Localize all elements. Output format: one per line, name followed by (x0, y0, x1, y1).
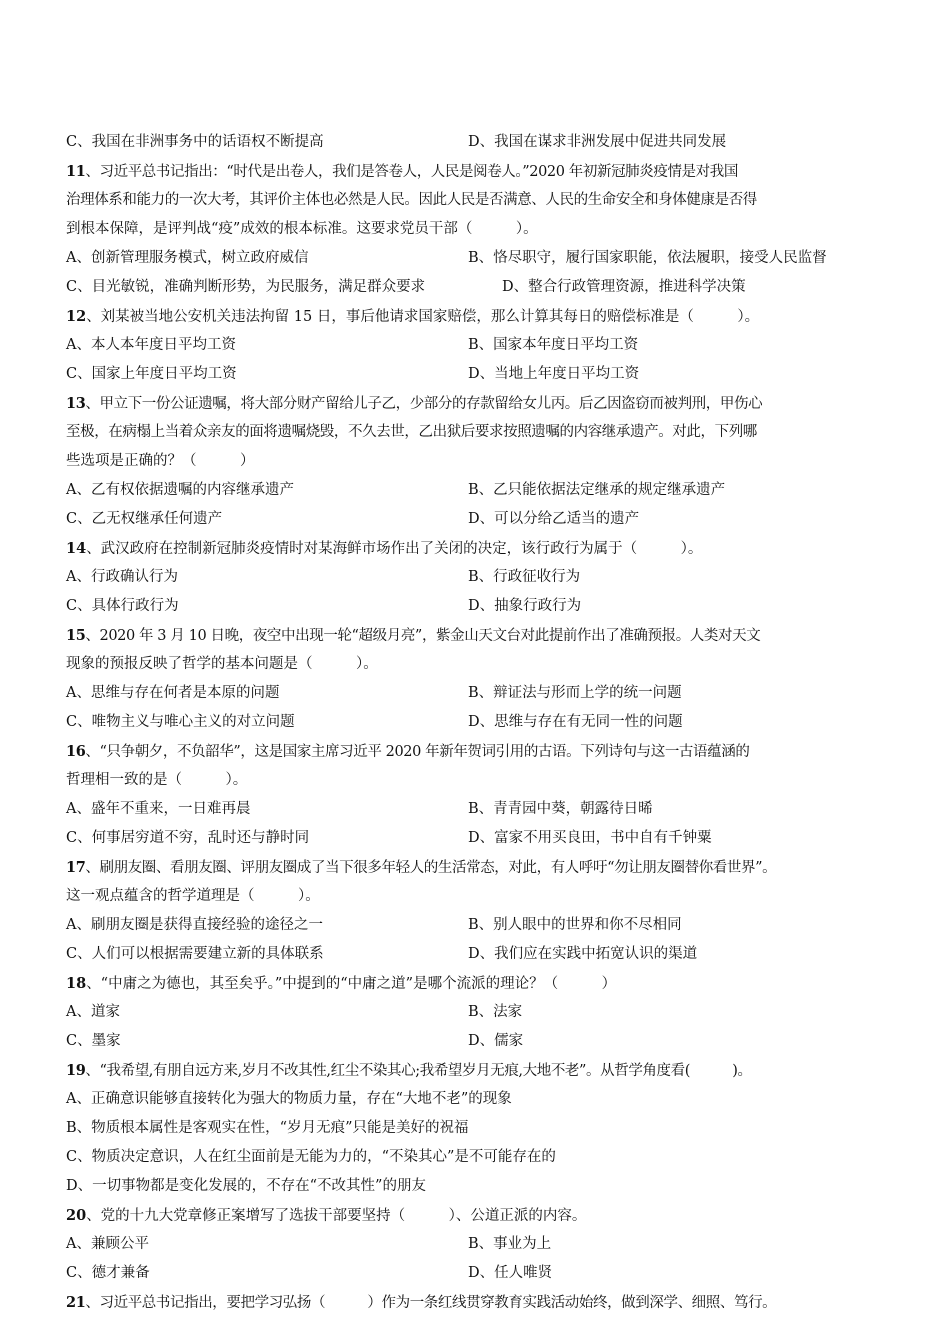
q10-option-c: C、我国在非洲事务中的话语权不断提高 (66, 134, 324, 150)
question-15-option-b: B、辩证法与形而上学的统一问题 (468, 685, 682, 701)
question-20-option-c: C、德才兼备 (66, 1265, 150, 1281)
question-13-option-a: A、乙有权依据遗嘱的内容继承遗产 (66, 482, 294, 498)
question-16 (66, 737, 886, 853)
question-20-option-a: A、兼顾公平 (66, 1236, 149, 1252)
question-11-number: 11 (66, 163, 86, 180)
question-14-stem-line-1: 、武汉政府在控制新冠肺炎疫情时对某海鲜市场作出了关闭的决定，该行政行为属于（ ）。 (86, 541, 703, 557)
question-19-number: 19 (66, 1062, 86, 1079)
question-20-number: 20 (66, 1207, 87, 1224)
question-13-option-b: B、乙只能依据法定继承的规定继承遗产 (468, 482, 726, 498)
question-12-option-b: B、国家本年度日平均工资 (468, 337, 639, 353)
question-11-stem-line-1: 、习近平总书记指出：“时代是出卷人，我们是答卷人，人民是阅卷人。”2020 年初新冠肺炎疫情是对我国 (85, 164, 738, 180)
question-17-stem-line-1: 、刷朋友圈、看朋友圈、评朋友圈成了当下很多年轻人的生活常态，对此，有人呼吁“勿让朋友圈替你看世界”。 (85, 860, 777, 876)
question-16-option-c: C、何事居穷道不穷，乱时还与静时同 (66, 830, 310, 846)
question-11-stem-line-3: 到根本保障，是评判战“疫”成效的根本标准。这要求党员干部（ ）。 (66, 221, 538, 237)
question-21-stem-line-1: 、习近平总书记指出，要把学习弘扬（ ）作为一条红线贯穿教育实践活动始终，做到深学、细照、笃行。 (85, 1295, 777, 1311)
question-16-stem-line-1: 、“只争朝夕，不负韶华”，这是国家主席习近平 2020 年新年贺词引用的古语。下列诗句与这一古语蕴涵的 (85, 744, 750, 760)
question-19-option-a: A、正确意识能够直接转化为强大的物质力量，存在“大地不老”的现象 (66, 1091, 512, 1107)
question-18 (66, 969, 886, 1056)
question-20-option-b: B、事业为上 (468, 1236, 552, 1252)
question-18-number: 18 (66, 975, 87, 992)
question-13-option-c: C、乙无权继承任何遗产 (66, 511, 223, 527)
question-16-option-a: A、盛年不重来，一日难再晨 (66, 801, 251, 817)
question-15-number: 15 (66, 627, 86, 644)
q10-option-d: D、我国在谋求非洲发展中促进共同发展 (468, 134, 727, 150)
question-14-option-b: B、行政征收行为 (468, 569, 581, 585)
question-13-number: 13 (66, 395, 86, 412)
question-12-option-c: C、国家上年度日平均工资 (66, 366, 237, 382)
question-11-stem-line-2: 治理体系和能力的一次大考，其评价主体也必然是人民。因此人民是否满意、人民的生命安全和身体健康是否得 (66, 192, 757, 208)
question-15-option-d: D、思维与存在有无同一性的问题 (468, 714, 683, 730)
question-16-option-b: B、青青园中葵，朝露待日晞 (468, 801, 653, 817)
question-20-stem-line-1: 、党的十九大党章修正案增写了选拔干部要坚持（ ）、公道正派的内容。 (86, 1208, 587, 1224)
exam-page (66, 128, 886, 1317)
question-13-stem-line-3: 些选项是正确的？（ ） (66, 453, 255, 469)
question-15-stem-line-2: 现象的预报反映了哲学的基本问题是（ ）。 (66, 656, 378, 672)
question-20-option-d: D、任人唯贤 (468, 1265, 553, 1281)
question-15-stem-line-1: 、2020 年 3 月 10 日晚，夜空中出现一轮“超级月亮”，紫金山天文台对此提前作出了准确预报。人类对天文 (85, 628, 761, 644)
question-19-option-b: B、物质根本属性是客观实在性，“岁月无痕”只能是美好的祝福 (66, 1120, 469, 1136)
question-18-option-d: D、儒家 (468, 1033, 524, 1049)
question-11-option-a: A、创新管理服务模式，树立政府威信 (66, 250, 309, 266)
question-19 (66, 1056, 886, 1201)
question-11 (66, 157, 886, 302)
q10-options-row (66, 128, 886, 157)
question-14-number: 14 (66, 540, 87, 557)
question-19-option-d: D、一切事物都是变化发展的，不存在“不改其性”的朋友 (66, 1178, 426, 1194)
question-20 (66, 1201, 886, 1288)
question-15-option-c: C、唯物主义与唯心主义的对立问题 (66, 714, 295, 730)
question-12-number: 12 (66, 308, 87, 325)
question-14-option-a: A、行政确认行为 (66, 569, 178, 585)
question-17-option-d: D、我们应在实践中拓宽认识的渠道 (468, 946, 698, 962)
question-16-option-d: D、富家不用买良田，书中自有千钟粟 (468, 830, 712, 846)
question-19-option-c: C、物质决定意识，人在红尘面前是无能为力的，“不染其心”是不可能存在的 (66, 1149, 556, 1165)
question-18-option-b: B、法家 (468, 1004, 523, 1020)
question-12 (66, 302, 886, 389)
question-18-stem-line-1: 、“中庸之为德也，其至矣乎。”中提到的“中庸之道”是哪个流派的理论？（ ） (86, 976, 617, 992)
question-18-option-c: C、墨家 (66, 1033, 121, 1049)
question-13-stem-line-1: 、甲立下一份公证遗嘱，将大部分财产留给儿子乙，少部分的存款留给女儿丙。后乙因盗窃而被判刑，甲伤心 (85, 396, 763, 412)
question-12-option-d: D、当地上年度日平均工资 (468, 366, 640, 382)
question-12-stem-line-1: 、刘某被当地公安机关违法拘留 15 日，事后他请求国家赔偿，那么计算其每日的赔偿标准是（ ）。 (86, 309, 760, 325)
question-19-stem-line-1: 、“我希望,有朋自远方来,岁月不改其性,红尘不染其心;我希望岁月无痕,大地不老”。从哲学角度看( )。 (85, 1063, 752, 1079)
question-17-option-b: B、别人眼中的世界和你不尽相同 (468, 917, 682, 933)
question-13 (66, 389, 886, 534)
question-11-option-b: B、恪尽职守，履行国家职能，依法履职，接受人民监督 (468, 250, 827, 266)
question-16-number: 16 (66, 743, 86, 760)
question-15-option-a: A、思维与存在何者是本原的问题 (66, 685, 280, 701)
question-15 (66, 621, 886, 737)
question-11-option-c: C、目光敏锐，准确判断形势，为民服务，满足群众要求 (66, 279, 426, 295)
question-12-option-a: A、本人本年度日平均工资 (66, 337, 236, 353)
question-21-number: 21 (66, 1294, 86, 1311)
question-21 (66, 1288, 886, 1317)
question-17-option-c: C、人们可以根据需要建立新的具体联系 (66, 946, 324, 962)
question-14-option-c: C、具体行政行为 (66, 598, 179, 614)
question-14-option-d: D、抽象行政行为 (468, 598, 582, 614)
question-17-option-a: A、刷朋友圈是获得直接经验的途径之一 (66, 917, 323, 933)
question-17-number: 17 (66, 859, 86, 876)
question-18-option-a: A、道家 (66, 1004, 120, 1020)
question-16-stem-line-2: 哲理相一致的是（ ）。 (66, 772, 248, 788)
question-13-option-d: D、可以分给乙适当的遗产 (468, 511, 640, 527)
question-17-stem-line-2: 这一观点蕴含的哲学道理是（ ）。 (66, 888, 320, 904)
question-11-option-d: D、整合行政管理资源，推进科学决策 (502, 279, 746, 295)
question-13-stem-line-2: 至极，在病榻上当着众亲友的面将遗嘱烧毁，不久去世，乙出狱后要求按照遗嘱的内容继承遗产。对此，下列哪 (66, 424, 757, 440)
question-14 (66, 534, 886, 621)
question-17 (66, 853, 886, 969)
